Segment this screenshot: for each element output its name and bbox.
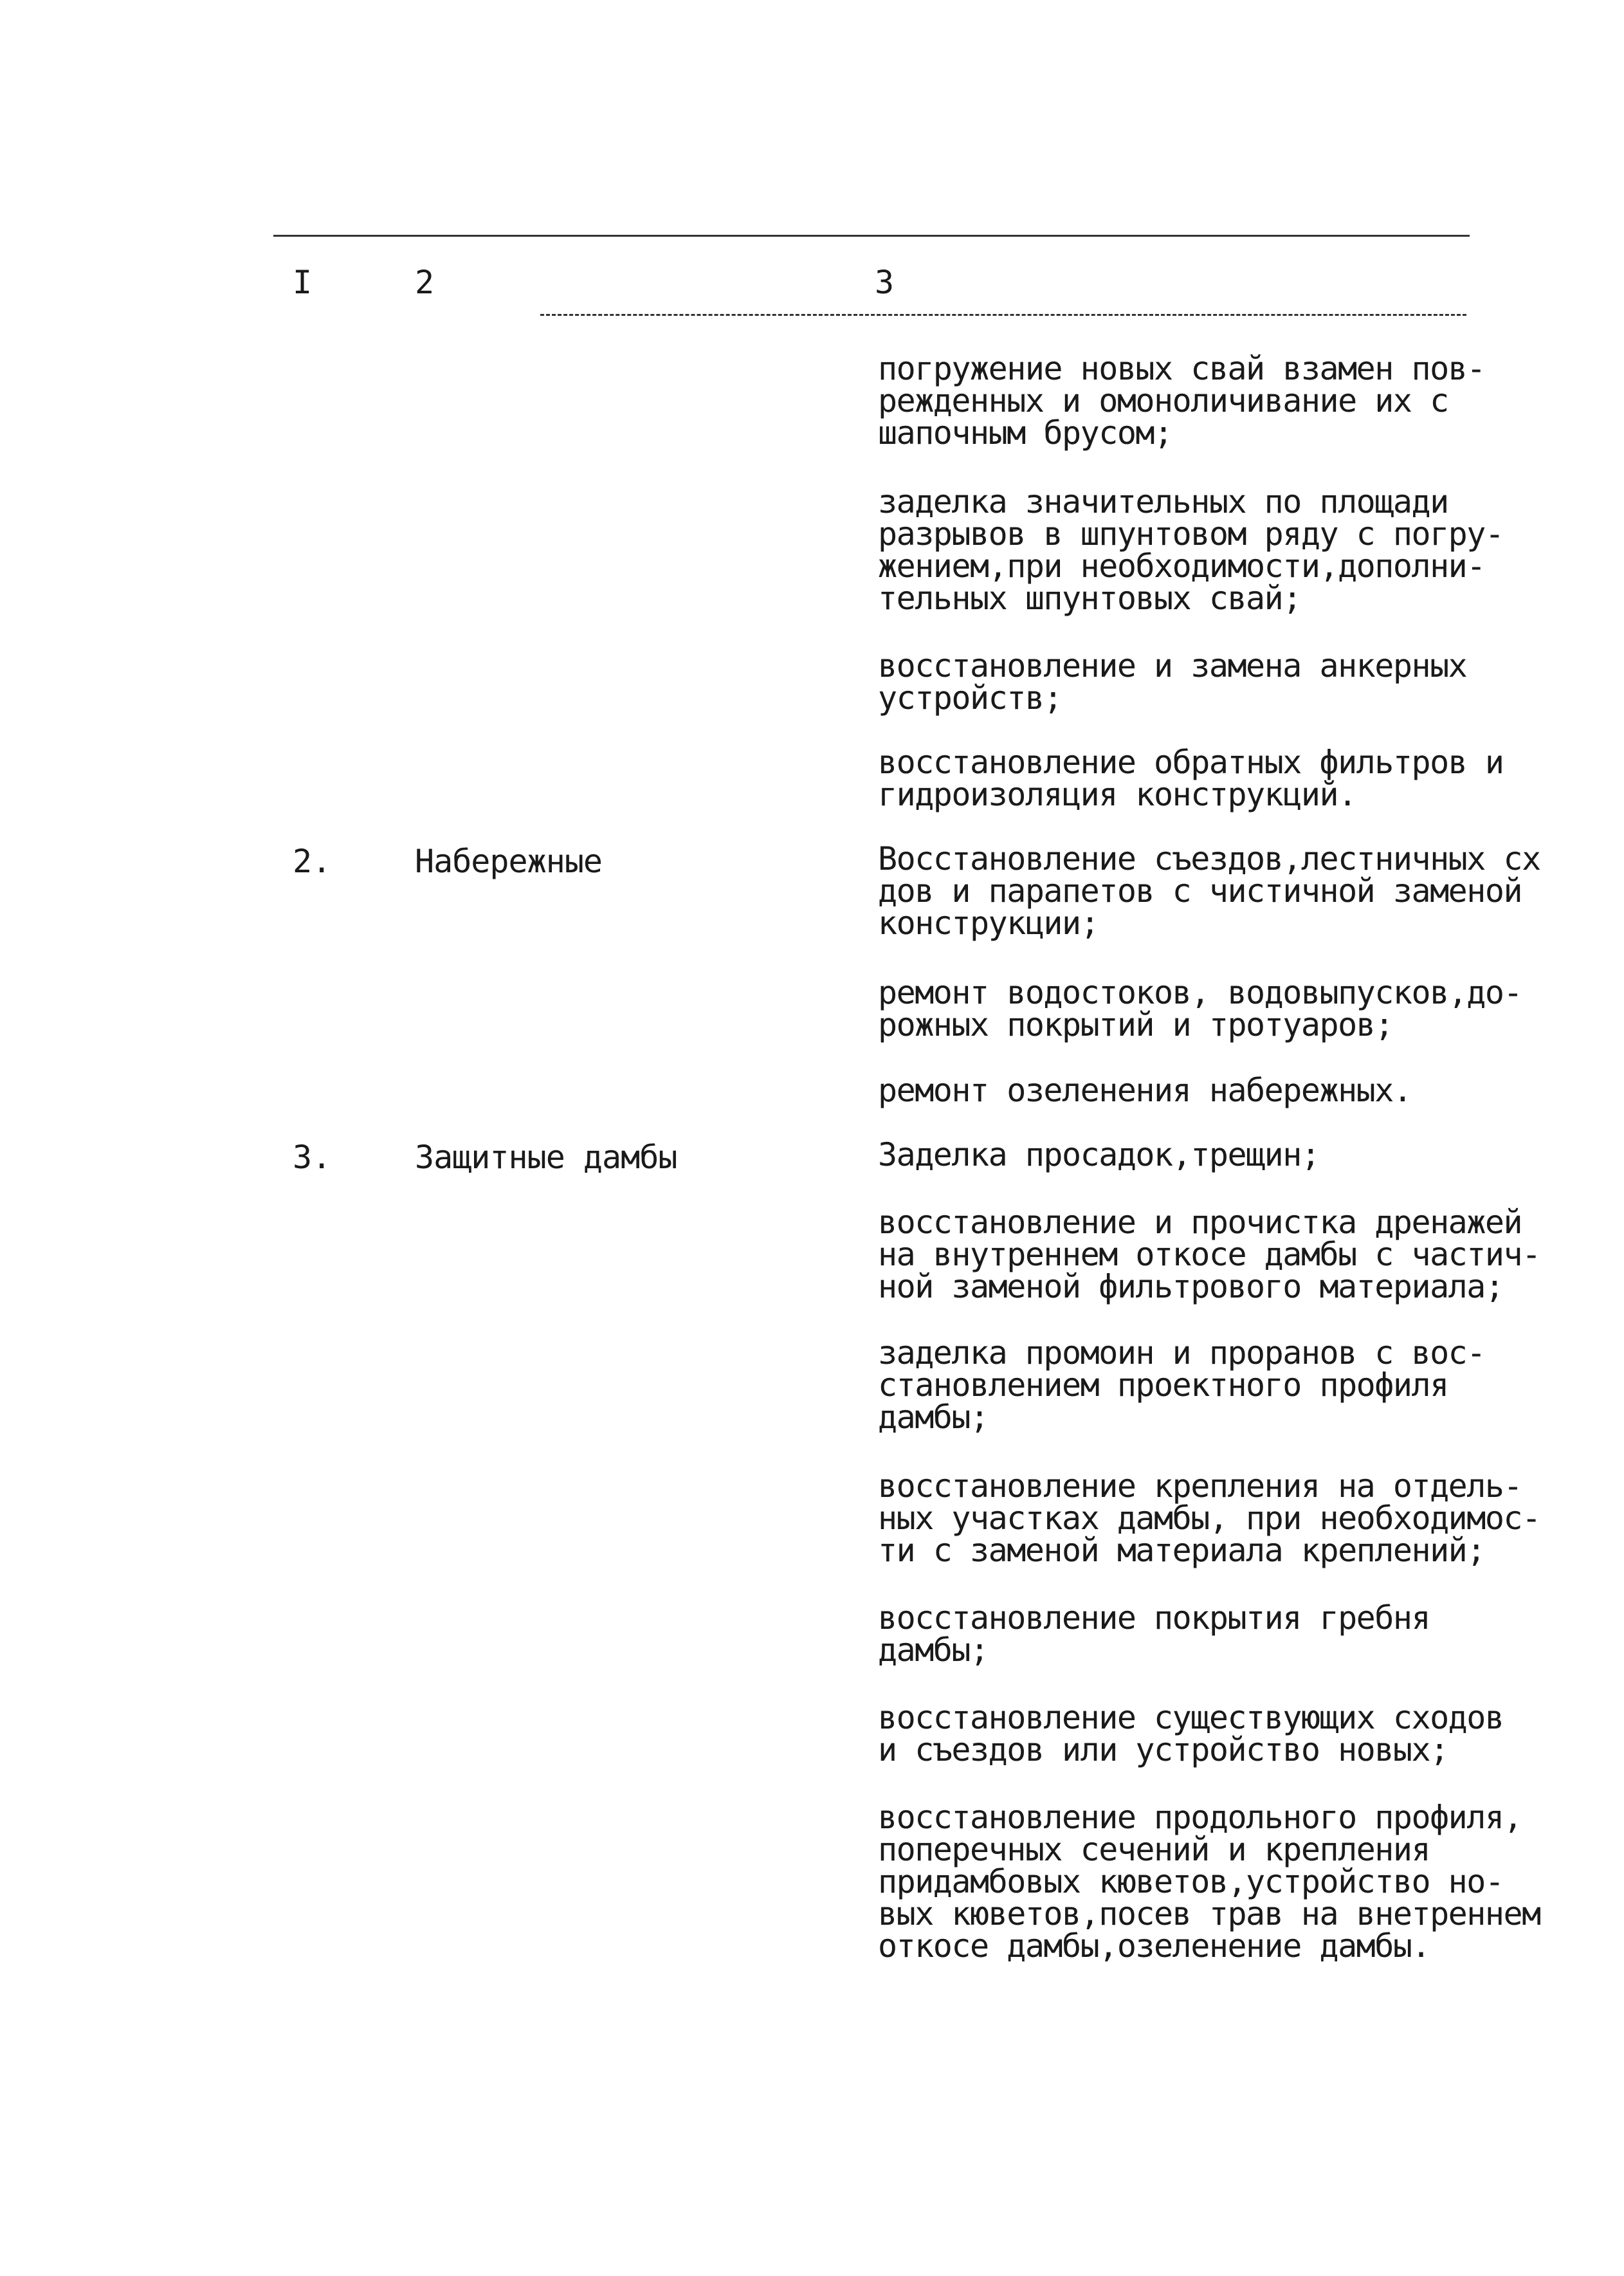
column-header-2: 2 [415,264,435,301]
row-2-item-2: ремонт водостоков, водовыпусков,до- рожных покрытий и тротуаров; [878,974,1522,1043]
row-2-number: 2. [293,843,332,880]
row-3-item-3: заделка промоин и проранов с вос- становлением проектного профиля дамбы; [878,1334,1485,1436]
continuation-item-1: погружение новых свай взамен пов- режденных и омоноличивание их с шапочным брусом; [878,350,1485,452]
row-2-item-3: ремонт озеленения набережных. [878,1072,1412,1109]
continuation-item-3: восстановление и замена анкерных устройств; [878,647,1467,717]
row-3-name: Защитные дамбы [415,1139,677,1176]
row-3-item-7: восстановление продольного профиля, поперечных сечений и крепления придамбовых кюветов,устройство но- вых кюветов,посев трав на внетреннем откосе дамбы,озеленение дамбы. [878,1799,1540,1965]
row-3-item-4: восстановление крепления на отдель- ных участках дамбы, при необходимос- ти с заменой материала креплений; [878,1467,1540,1569]
row-2-name: Набережные [415,843,603,880]
row-2-item-1: Восстановление съездов,лестничных сх дов и парапетов с чистичной заменой конструкции; [878,840,1540,942]
row-3-item-1: Заделка просадок,трещин; [878,1136,1320,1173]
row-3-number: 3. [293,1139,332,1176]
table-top-rule [273,235,1470,237]
row-3-item-6: восстановление существующих сходов и съездов или устройство новых; [878,1699,1504,1768]
continuation-item-4: восстановление обратных фильтров и гидроизоляция конструкций. [878,744,1504,813]
continuation-item-2: заделка значительных по площади разрывов в шпунтовом ряду с погру- жением,при необходимости,дополни- тельных шпунтовых свай; [878,483,1504,617]
column-header-3: 3 [875,264,895,301]
column-header-1: I [293,264,313,301]
row-3-item-2: восстановление и прочистка дренажей на внутреннем откосе дамбы с частич- ной заменой фильтрового материала; [878,1204,1540,1305]
row-3-item-5: восстановление покрытия гребня дамбы; [878,1599,1430,1669]
table-header-rule [540,314,1466,316]
